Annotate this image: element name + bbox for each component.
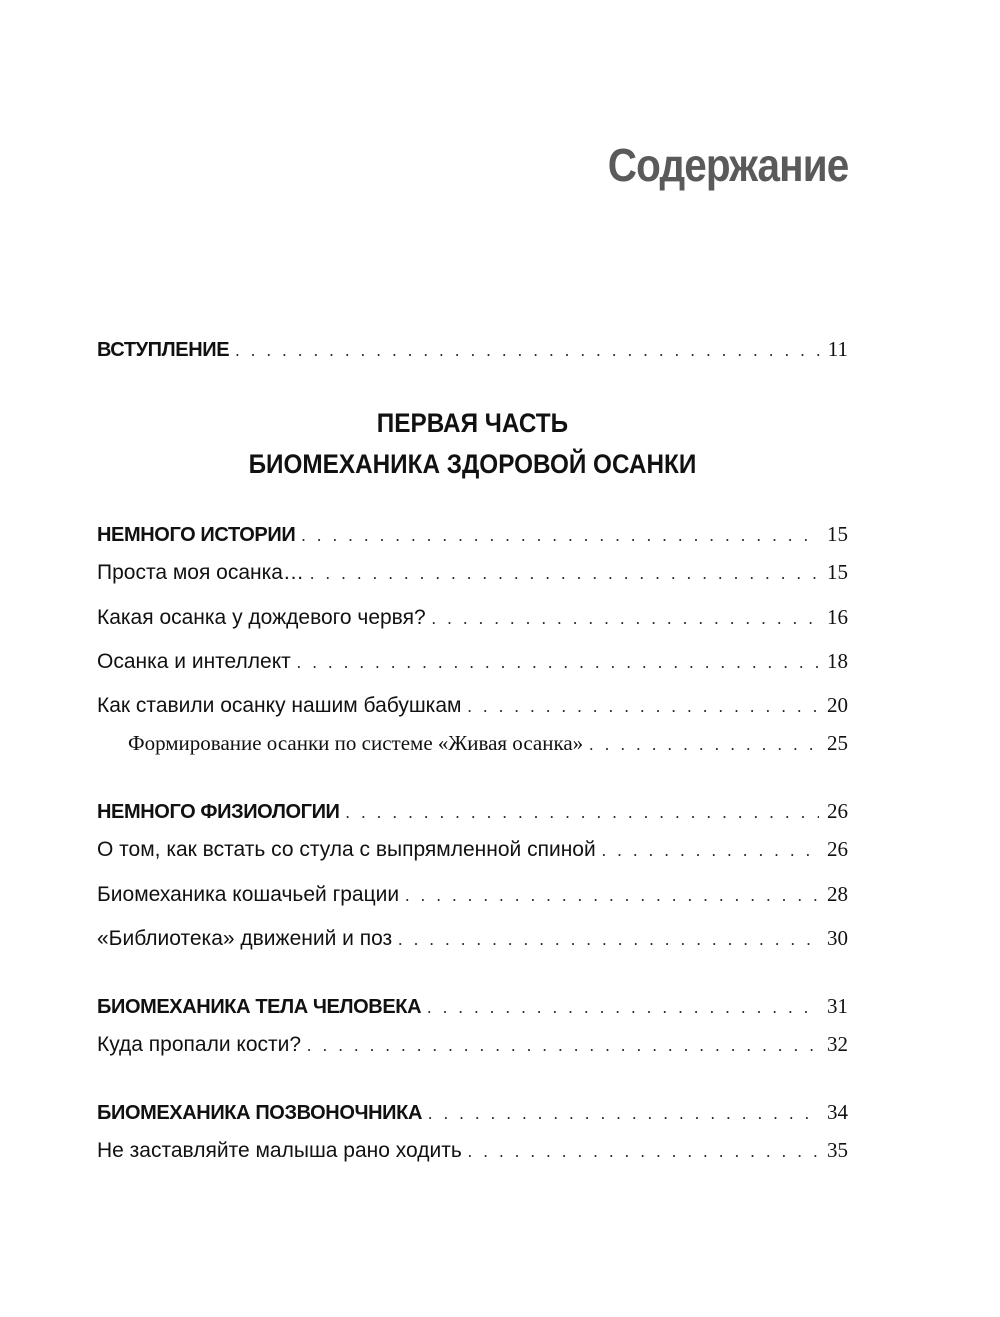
toc-entry-page: 18 [827, 649, 848, 673]
toc-section-label: НЕМНОГО ИСТОРИИ [97, 524, 296, 546]
dot-leader [589, 735, 819, 755]
toc-entry[interactable] [97, 1138, 848, 1170]
toc-entry-page: 15 [827, 560, 848, 584]
toc-entry-label: Не заставляйте малыша рано ходить [97, 1139, 462, 1162]
toc-entry-label: ВСТУПЛЕНИЕ [97, 339, 230, 361]
toc-entry-label: Куда пропали кости? [97, 1033, 302, 1056]
dot-leader [235, 341, 820, 361]
dot-leader [301, 526, 819, 546]
part-heading-line2: БИОМЕХАНИКА ЗДОРОВОЙ ОСАНКИ [248, 449, 697, 479]
toc-section-history[interactable] [97, 522, 848, 554]
toc-entry-page: 35 [827, 1138, 848, 1162]
toc-entry-page: 20 [827, 693, 848, 717]
page-title: Содержание [607, 139, 848, 191]
toc-entry[interactable] [97, 560, 848, 592]
toc-subentry[interactable] [128, 731, 848, 763]
toc-section-body-biomechanics[interactable] [97, 994, 848, 1026]
toc-section-label: БИОМЕХАНИКА ПОЗВОНОЧНИКА [97, 1102, 422, 1124]
toc-section-label: БИОМЕХАНИКА ТЕЛА ЧЕЛОВЕКА [97, 996, 422, 1018]
toc-entry-page: 16 [827, 605, 848, 629]
toc-section-page: 26 [827, 799, 848, 823]
dot-leader [405, 886, 819, 906]
toc-section-spine-biomechanics[interactable] [97, 1100, 848, 1132]
toc-entry[interactable] [97, 649, 848, 681]
toc-section-label: НЕМНОГО ФИЗИОЛОГИИ [97, 801, 340, 823]
dot-leader [297, 653, 819, 673]
toc-entry-label: Осанка и интеллект [97, 650, 291, 673]
toc-section-page: 15 [827, 522, 848, 546]
toc-entry-label: «Библиотека» движений и поз [97, 927, 393, 950]
toc-entry[interactable] [97, 605, 848, 637]
toc-entry[interactable] [97, 1032, 848, 1064]
dot-leader [602, 841, 819, 861]
dot-leader [428, 1104, 819, 1124]
dot-leader [346, 803, 819, 823]
dot-leader [427, 998, 819, 1018]
toc-entry-label: О том, как встать со стула с выпрямленной спиной [97, 838, 596, 861]
toc-subentry-page: 25 [827, 731, 848, 755]
toc-entry-label: Какая осанка у дождевого червя? [97, 606, 426, 629]
toc-entry-page: 26 [827, 837, 848, 861]
dot-leader [310, 564, 819, 584]
toc-section-page: 31 [827, 994, 848, 1018]
toc-entry-label: Проста моя осанка… [97, 561, 304, 584]
toc-entry-intro[interactable] [97, 337, 848, 369]
toc-subentry-label: Формирование осанки по системе «Живая осанка» [128, 731, 584, 755]
dot-leader [468, 1142, 819, 1162]
toc-entry-page: 30 [827, 926, 848, 950]
toc-entry[interactable] [97, 926, 848, 958]
toc-entry-page: 11 [827, 337, 848, 361]
toc-entry-label: Биомеханика кошачьей грации [97, 883, 400, 906]
toc-entry-label: Как ставили осанку нашим бабушкам [97, 694, 462, 717]
dot-leader [307, 1036, 819, 1056]
part-heading-line1: ПЕРВАЯ ЧАСТЬ [376, 408, 569, 438]
dot-leader [432, 609, 819, 629]
dot-leader [467, 697, 819, 717]
toc-section-physiology[interactable] [97, 799, 848, 831]
toc-entry-page: 32 [827, 1032, 848, 1056]
toc-entry[interactable] [97, 693, 848, 725]
toc-entry[interactable] [97, 837, 848, 869]
toc-entry[interactable] [97, 882, 848, 914]
toc-section-page: 34 [827, 1100, 848, 1124]
dot-leader [398, 930, 819, 950]
toc-entry-page: 28 [827, 882, 848, 906]
